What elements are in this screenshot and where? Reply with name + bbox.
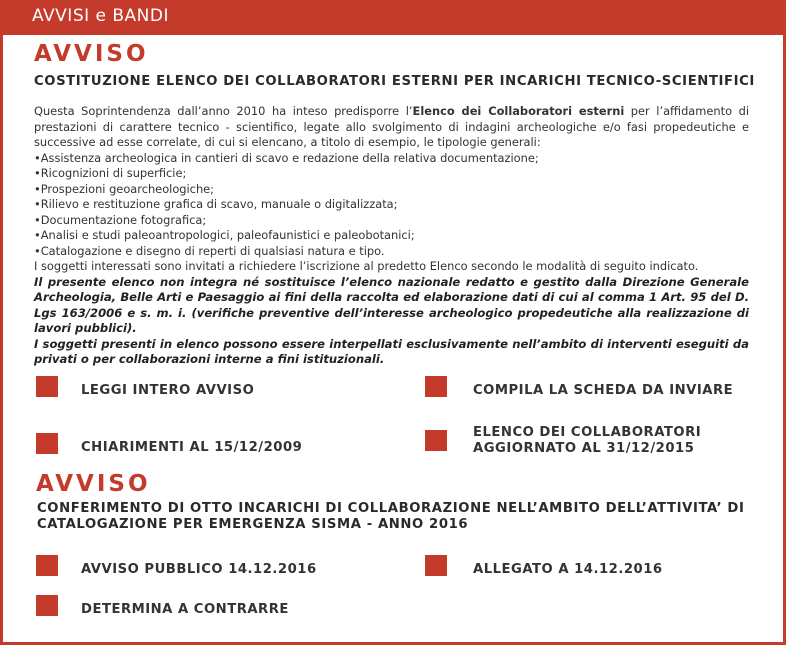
red-square-icon xyxy=(36,433,58,454)
intro-bold-text: Elenco dei Collaboratori esterni xyxy=(412,104,625,118)
section-title: AVVISI e BANDI xyxy=(32,6,169,26)
allegato-link[interactable] xyxy=(425,555,685,585)
list-item: • Prospezioni geoarcheologiche; xyxy=(34,182,749,198)
red-square-icon xyxy=(36,376,58,397)
italic-note-1: Il presente elenco non integra né sostituisce l’elenco nazionale redatto e gestito dalla Direzione Generale Archeologia, Belle Arti e Paesaggio ai fini della raccolta ed elaborazione dati di cui al comma 1 Art. 95 del D. Lgs 163/2006 e s. m. i. (verifiche preventive dell’interesse archeologico propedeutiche alla realizzazione di lavori pubblici). xyxy=(34,274,749,335)
avviso-1-subtitle: COSTITUZIONE ELENCO DEI COLLABORATORI ESTERNI PER INCARICHI TECNICO-SCIENTIFICI xyxy=(34,74,755,89)
avviso-2-subtitle-line-2: CATALOGAZIONE PER EMERGENZA SISMA - ANNO 2016 xyxy=(37,517,469,532)
tipologie-list xyxy=(34,151,749,260)
link-label: DETERMINA A CONTRARRE xyxy=(81,602,289,617)
avviso-2-subtitle-line-1: CONFERIMENTO DI OTTO INCARICHI DI COLLABORAZIONE NELL’AMBITO DELL’ATTIVITA’ DI xyxy=(37,501,745,516)
list-item: • Documentazione fotografica; xyxy=(34,213,749,229)
compila-scheda-link[interactable] xyxy=(425,376,734,406)
red-square-icon xyxy=(425,376,447,397)
closing-text: I soggetti interessati sono invitati a richiedere l’iscrizione al predetto Elenco secondo le modalità di seguito indicato. xyxy=(34,259,699,273)
avviso-1-title: AVVISO xyxy=(34,41,149,67)
leggi-intero-avviso-link[interactable] xyxy=(36,376,296,406)
red-square-icon xyxy=(425,555,447,576)
link-label: CHIARIMENTI AL 15/12/2009 xyxy=(81,440,303,455)
determina-link[interactable] xyxy=(36,595,326,625)
avviso-1-body xyxy=(34,104,749,368)
red-square-icon xyxy=(36,595,58,616)
elenco-collaboratori-link[interactable] xyxy=(425,425,725,461)
red-square-icon xyxy=(425,430,447,451)
link-label: COMPILA LA SCHEDA DA INVIARE xyxy=(473,383,734,398)
link-label: AVVISO PUBBLICO 14.12.2016 xyxy=(81,562,317,577)
avviso-pubblico-link[interactable] xyxy=(36,555,326,585)
intro-text-continued: per l’affidamento di prestazioni di carattere tecnico - scientifico, legate allo svolgimento di indagini archeologiche e/o fasi propedeutiche e successive ad esse correlate, di cui si elencano, a titolo di esempio, le tipologie generali: xyxy=(34,104,749,149)
list-item: • Analisi e studi paleoantropologici, paleofaunistici e paleobotanici; xyxy=(34,228,749,244)
list-item: • Rilievo e restituzione grafica di scavo, manuale o digitalizzata; xyxy=(34,197,749,213)
link-label-line-2: AGGIORNATO AL 31/12/2015 xyxy=(473,441,695,456)
list-item: • Assistenza archeologica in cantieri di scavo e redazione della relativa documentazione; xyxy=(34,151,749,167)
italic-note-2: I soggetti presenti in elenco possono essere interpellati esclusivamente nell’ambito di interventi eseguiti da privati o per collaborazioni interne a fini istituzionali. xyxy=(34,336,749,366)
list-item: • Catalogazione e disegno di reperti di qualsiasi natura e tipo. xyxy=(34,244,749,260)
section-header xyxy=(0,0,786,35)
link-label-line-1: ELENCO DEI COLLABORATORI xyxy=(473,425,702,440)
avviso-1-intro xyxy=(34,104,749,151)
chiarimenti-link[interactable] xyxy=(36,433,316,463)
avviso-2-title: AVVISO xyxy=(36,471,151,497)
link-label: ALLEGATO A 14.12.2016 xyxy=(473,562,663,577)
link-label: LEGGI INTERO AVVISO xyxy=(81,383,255,398)
red-square-icon xyxy=(36,555,58,576)
intro-text: Questa Soprintendenza dall’anno 2010 ha inteso predisporre l’ xyxy=(34,104,413,118)
list-item: • Ricognizioni di superficie; xyxy=(34,166,749,182)
